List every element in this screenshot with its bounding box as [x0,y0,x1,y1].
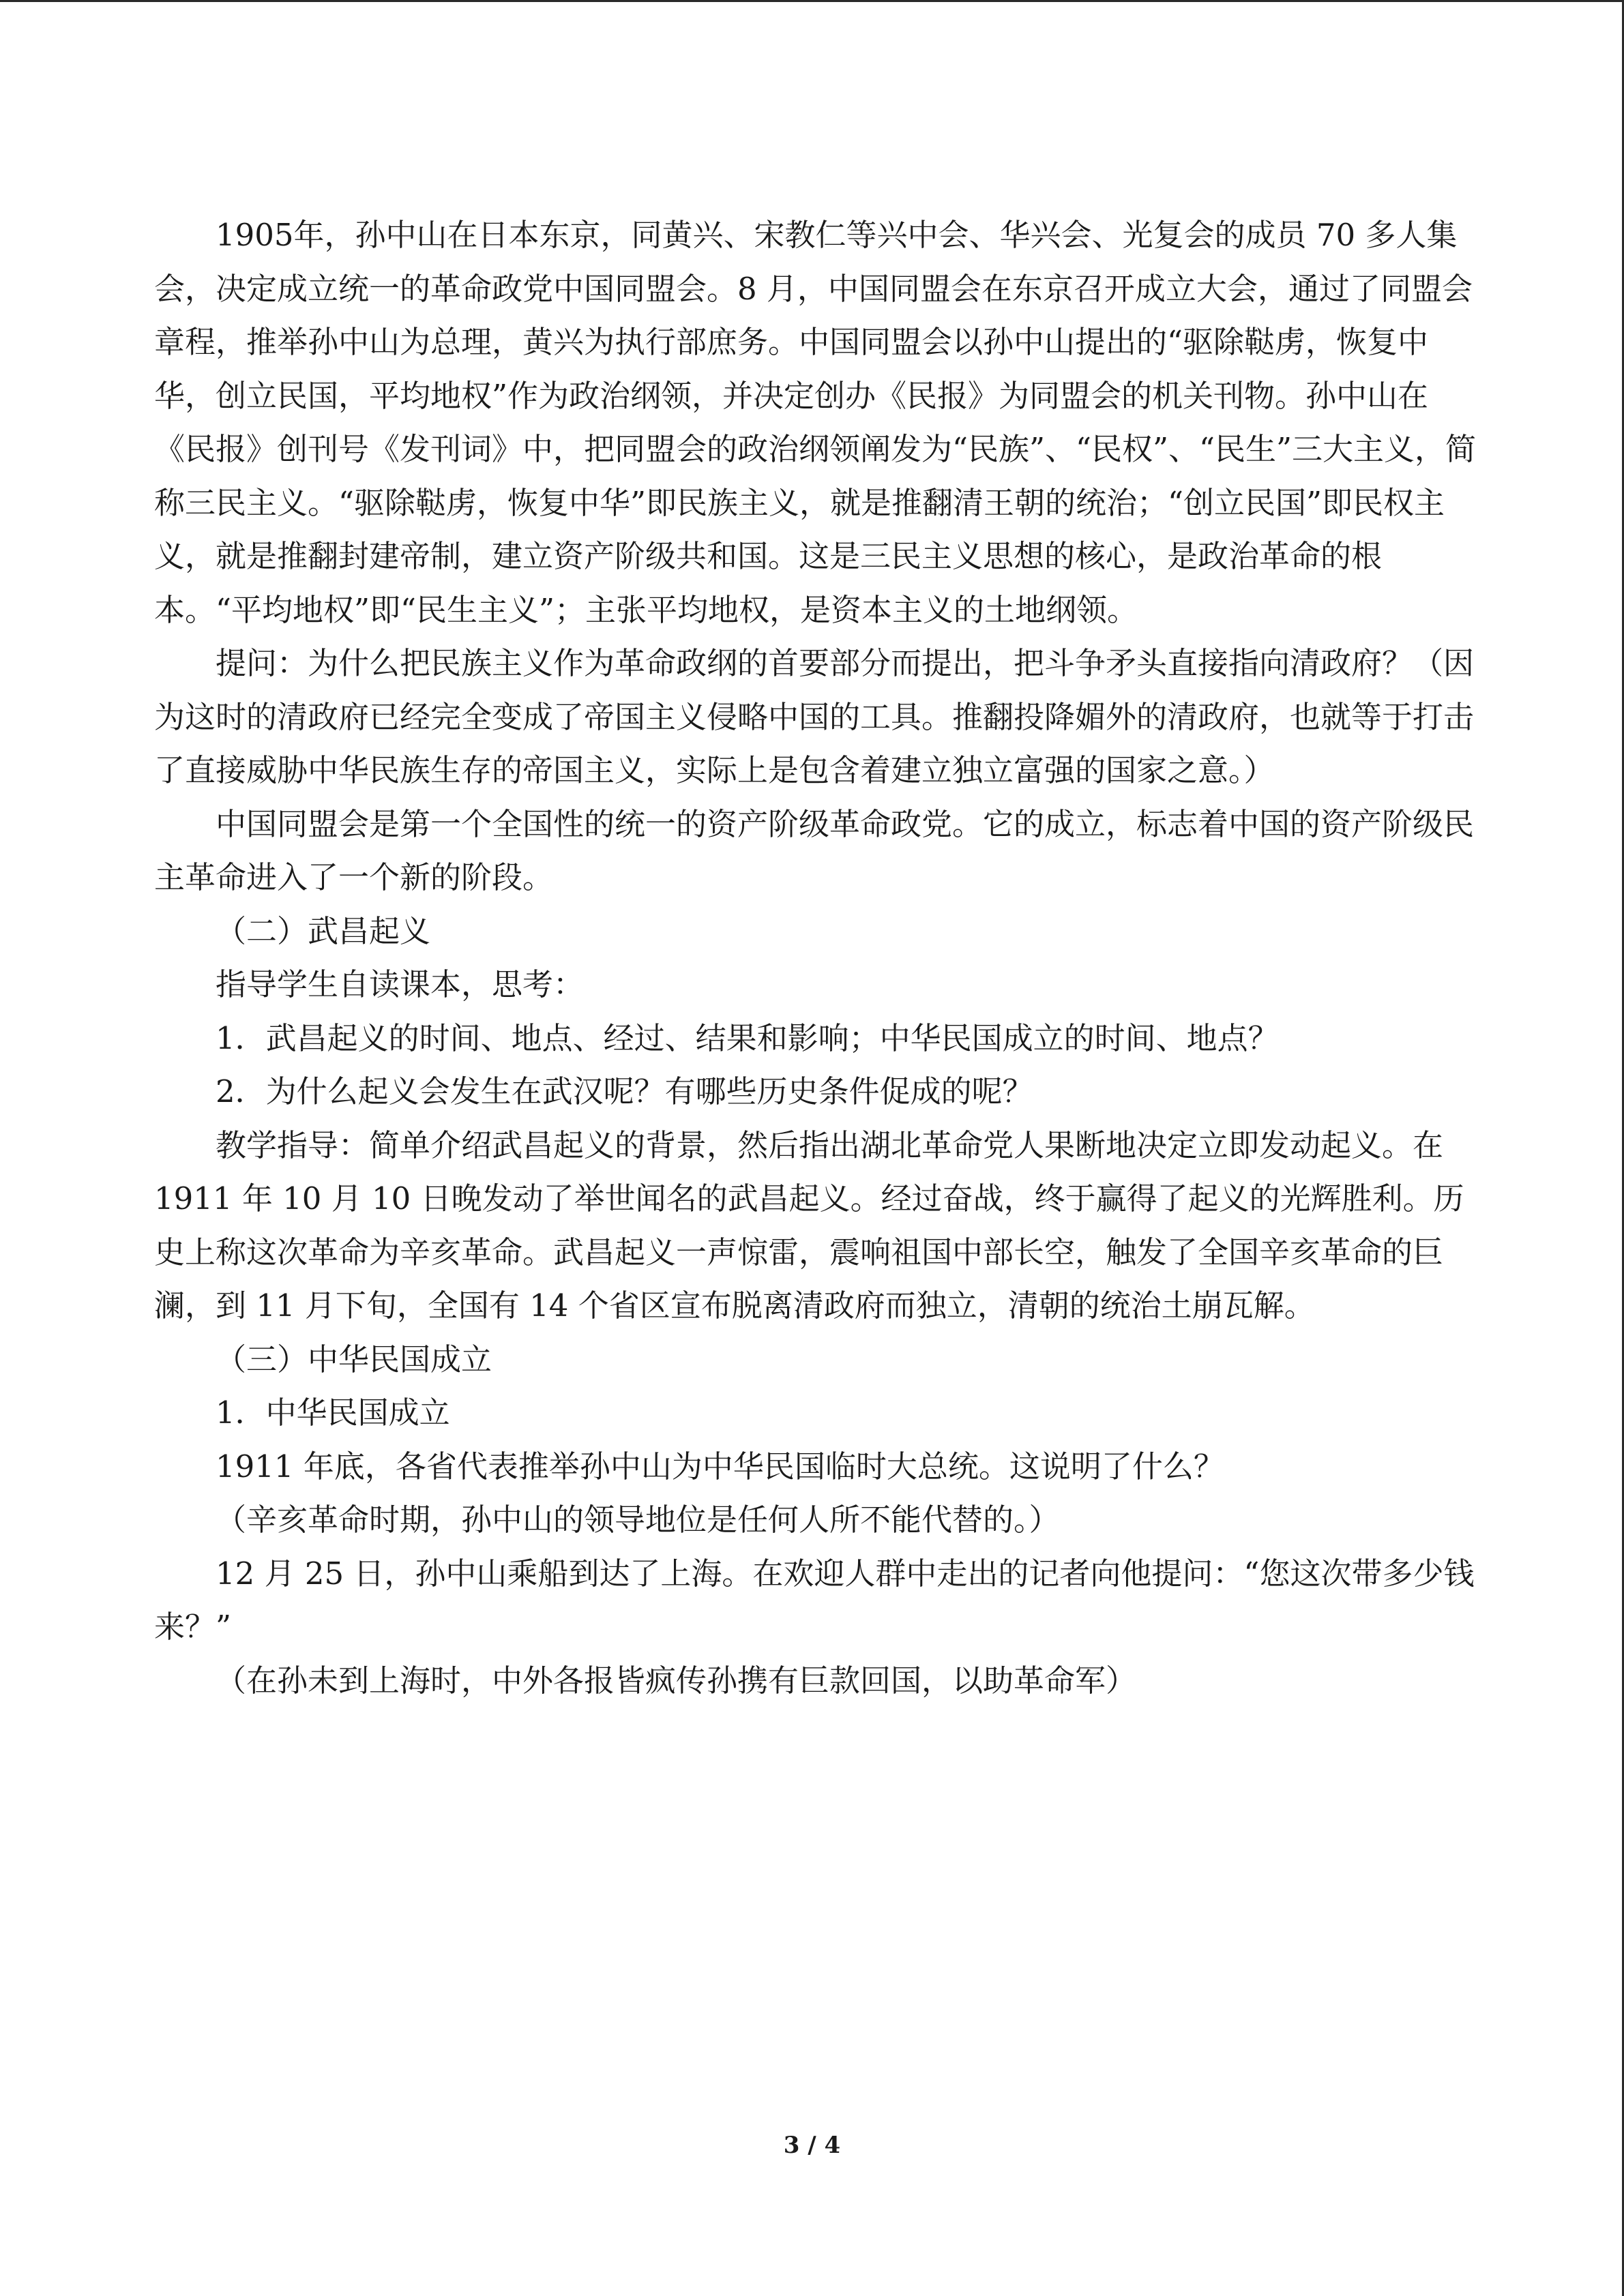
paragraph-tongmenghui-significance: 中国同盟会是第一个全国性的统一的资产阶级革命政党。它的成立，标志着中国的资产阶级民主革命进入了一个新的阶段。 [154,805,1475,895]
page-number: 3 / 4 [783,2132,841,2159]
document-body [154,209,1484,1708]
paragraph-tongmenghui: 1905年，孙中山在日本东京，同黄兴、宋教仁等兴中会、华兴会、光复会的成员 70 多人集会，决定成立统一的革命政党中国同盟会。8 月，中国同盟会在东京召开成立大会，通过了同盟会章程，推举孙中山为总理，黄兴为执行部庶务。中国同盟会以孙中山提出的“驱除鞑虏，恢复中华，创立民国，平均地权”作为政治纲领，并决定创办《民报》为同盟会的机关刊物。孙中山在《民报》创刊号《发刊词》中，把同盟会的政治纲领阐发为“民族”、“民权”、“民生”三大主义，简称三民主义。“驱除鞑虏，恢复中华”即民族主义，就是推翻清王朝的统治；“创立民国”即民权主义，就是推翻封建帝制，建立资产阶级共和国。这是三民主义思想的核心，是政治革命的根本。“平均地权”即“民生主义”；主张平均地权，是资本主义的土地纲领。 [154,217,1477,628]
question-item-1: 1．武昌起义的时间、地点、经过、结果和影响；中华民国成立的时间、地点？ [216,1019,1279,1056]
paragraph-shanghai-arrival: 12 月 25 日，孙中山乘船到达了上海。在欢迎人群中走出的记者向他提问：“您这次带多少钱来？” [154,1555,1475,1645]
section-heading-roc-founding: （三）中华民国成立 [216,1341,492,1377]
subsection-heading-roc-founding: 1．中华民国成立 [216,1395,450,1431]
paragraph-question-nationalism: 提问：为什么把民族主义作为革命政纲的首要部分而提出，把斗争矛头直接指向清政府？（因为这时的清政府已经完全变成了帝国主义侵略中国的工具。推翻投降媚外的清政府，也就等于打击了直接威胁中华民族生存的帝国主义，实际上是包含着建立独立富强的国家之意。） [154,645,1475,788]
section-heading-wuchang-uprising: （二）武昌起义 [216,912,431,949]
paragraph-reading-guide: 指导学生自读课本，思考： [216,966,585,1002]
paragraph-teaching-guide: 教学指导：简单介绍武昌起义的背景，然后指出湖北革命党人果断地决定立即发动起义。在 1911 年 10 月 10 日晚发动了举世闻名的武昌起义。经过奋战，终于赢得了起义的光辉胜利。历史上称这次革命为辛亥革命。武昌起义一声惊雷，震响祖国中部长空，触发了全国辛亥革命的巨澜，到 11 月下旬，全国有 14 个省区宣布脱离清政府而独立，清朝的统治土崩瓦解。 [154,1127,1464,1324]
paragraph-answer-rumor: （在孙未到上海时，中外各报皆疯传孙携有巨款回国，以助革命军） [216,1662,1137,1699]
top-border [0,0,1624,2]
paragraph-answer-leadership: （辛亥革命时期，孙中山的领导地位是任何人所不能代替的。） [216,1502,1060,1538]
paragraph-provisional-president: 1911 年底，各省代表推举孙中山为中华民国临时大总统。这说明了什么？ [216,1448,1224,1485]
question-item-2: 2．为什么起义会发生在武汉呢？有哪些历史条件促成的呢？ [216,1073,1033,1109]
